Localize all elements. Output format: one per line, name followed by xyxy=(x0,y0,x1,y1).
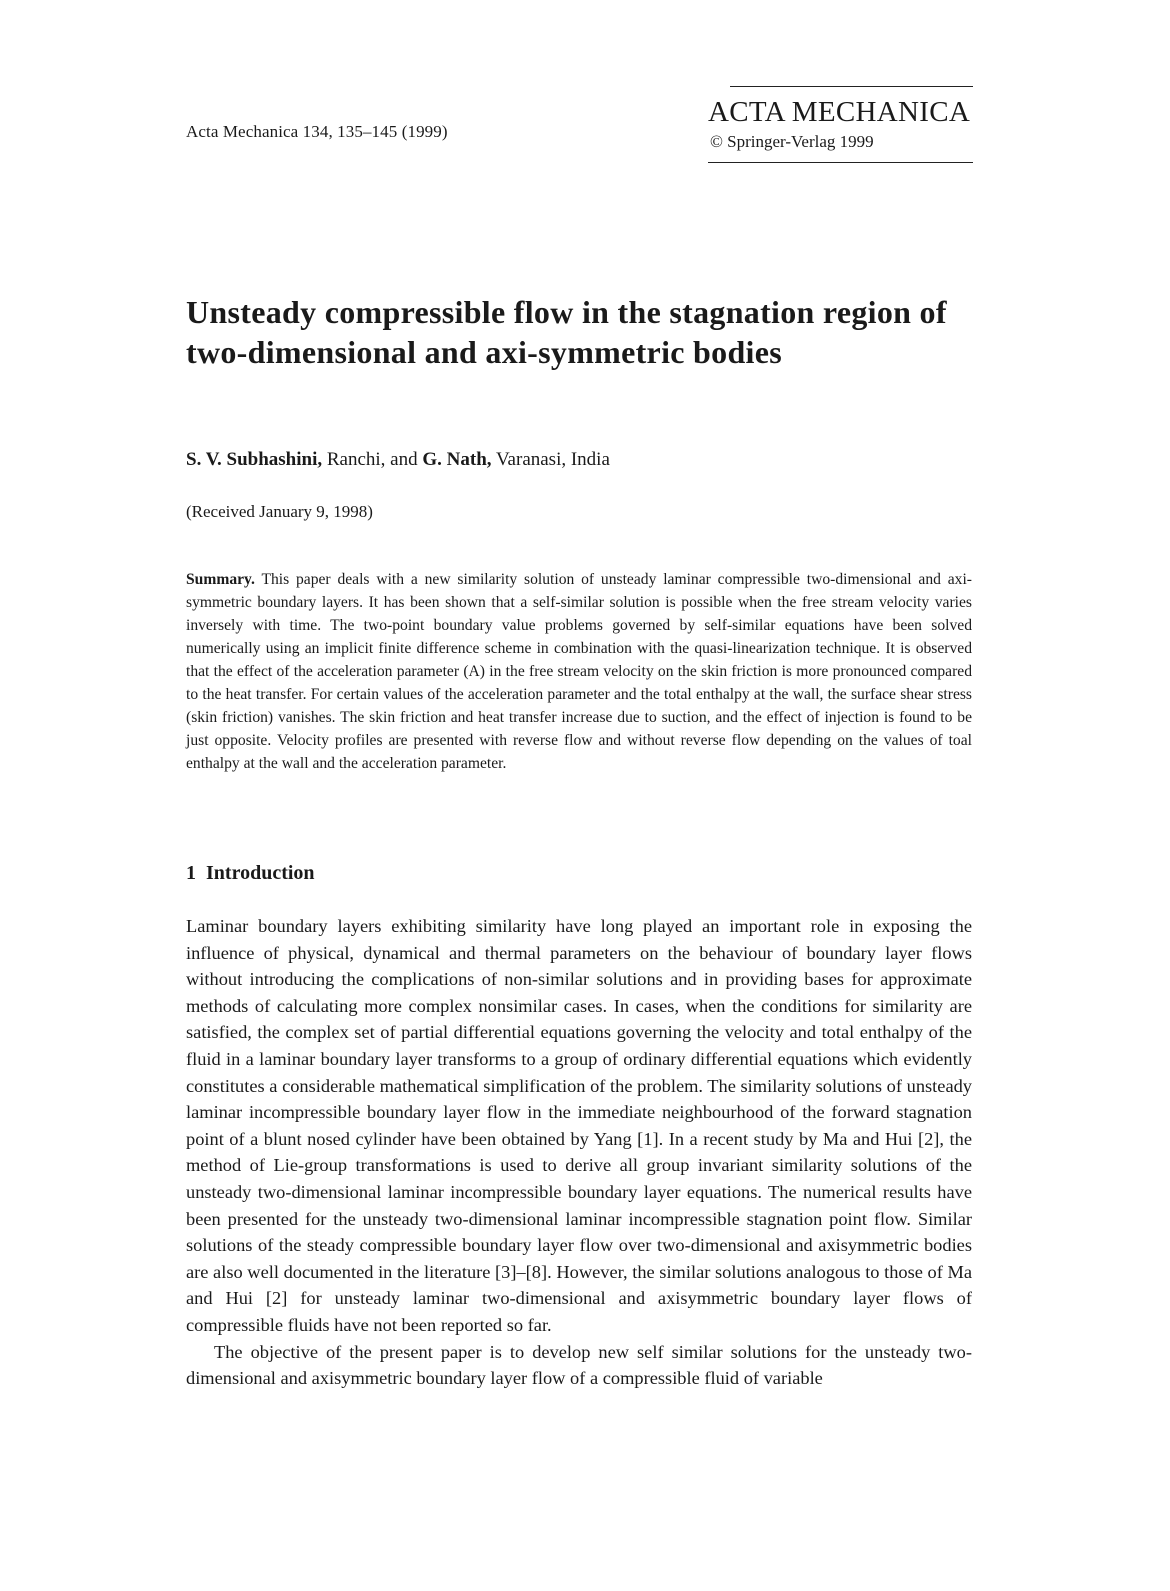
received-date: (Received January 9, 1998) xyxy=(186,502,373,521)
section-title: Introduction xyxy=(206,862,315,884)
journal-name: ACTA MECHANICA xyxy=(708,96,971,128)
author-2-affiliation: Varanasi, India xyxy=(491,449,610,470)
article-title: Unsteady compressible flow in the stagnation region of two-dimensional and axi-symmetric bodies xyxy=(186,294,947,370)
masthead-top-rule xyxy=(730,86,973,87)
body-paragraph: Laminar boundary layers exhibiting similarity have long played an important role in exposing the influence of physical, dynamical and thermal parameters on the behaviour of boundary layer flows without introducing the complications of non-similar solutions and in providing bases for approximate methods of calculating more complex nonsimilar cases. In cases, when the conditions for similarity are satisfied, the complex set of partial differential equations governing the velocity and total enthalpy of the fluid in a laminar boundary layer transforms to a group of ordinary differential equations which evidently constitutes a considerable mathematical simplification of the problem. The similarity solutions of unsteady laminar incompressible boundary layer flow in the immediate neighbourhood of the forward stagnation point of a blunt nosed cylinder have been obtained by Yang [1]. In a recent study by Ma and Hui [2], the method of Lie-group transformations is used to derive all group invariant similarity solutions of the unsteady two-dimensional laminar incompressible boundary layer equations. The numerical results have been presented for the unsteady two-dimensional laminar incompressible stagnation point flow. Similar solutions of the steady compressible boundary layer flow over two-dimensional and axisymmetric bodies are also well documented in the literature [3]–[8]. However, the similar solutions analogous to those of Ma and Hui [2] for unsteady laminar two-dimensional and axisymmetric boundary layer flows of compressible fluids have not been reported so far. xyxy=(186,916,972,1335)
author-1-affiliation: Ranchi, and xyxy=(322,449,423,470)
introduction-body xyxy=(186,913,972,1392)
author-2-name: G. Nath, xyxy=(422,449,492,470)
summary-text: This paper deals with a new similarity solution of unsteady laminar compressible two-dimensional and axi-symmetric boundary layers. It has been shown that a self-similar solution is possible when the free stream velocity varies inversely with time. The two-point boundary value problems governed by self-similar equations have been solved numerically using an implicit finite difference scheme in combination with the quasi-linearization technique. It is observed that the effect of the acceleration parameter (A) in the free stream velocity on the skin friction is more pronounced compared to the heat transfer. For certain values of the acceleration parameter and the total enthalpy at the wall, the surface shear stress (skin friction) vanishes. The skin friction and heat transfer increase due to suction, and the effect of injection is found to be just opposite. Velocity profiles are presented with reverse flow and without reverse flow depending on the values of toal enthalpy at the wall and the acceleration parameter. xyxy=(186,571,972,772)
author-line xyxy=(186,449,610,471)
summary-label: Summary. xyxy=(186,571,255,588)
journal-masthead xyxy=(708,86,973,163)
summary-abstract xyxy=(186,568,972,775)
author-1-name: S. V. Subhashini, xyxy=(186,449,323,470)
journal-citation: Acta Mechanica 134, 135–145 (1999) xyxy=(186,122,448,141)
section-heading-introduction xyxy=(186,862,315,885)
body-paragraph: The objective of the present paper is to develop new self similar solutions for the unsteady two-dimensional and axisymmetric boundary layer flow of a compressible fluid of variable xyxy=(186,1341,972,1389)
copyright-line: © Springer-Verlag 1999 xyxy=(710,132,874,151)
masthead-bottom-rule xyxy=(708,162,973,163)
section-number: 1 xyxy=(186,862,196,884)
